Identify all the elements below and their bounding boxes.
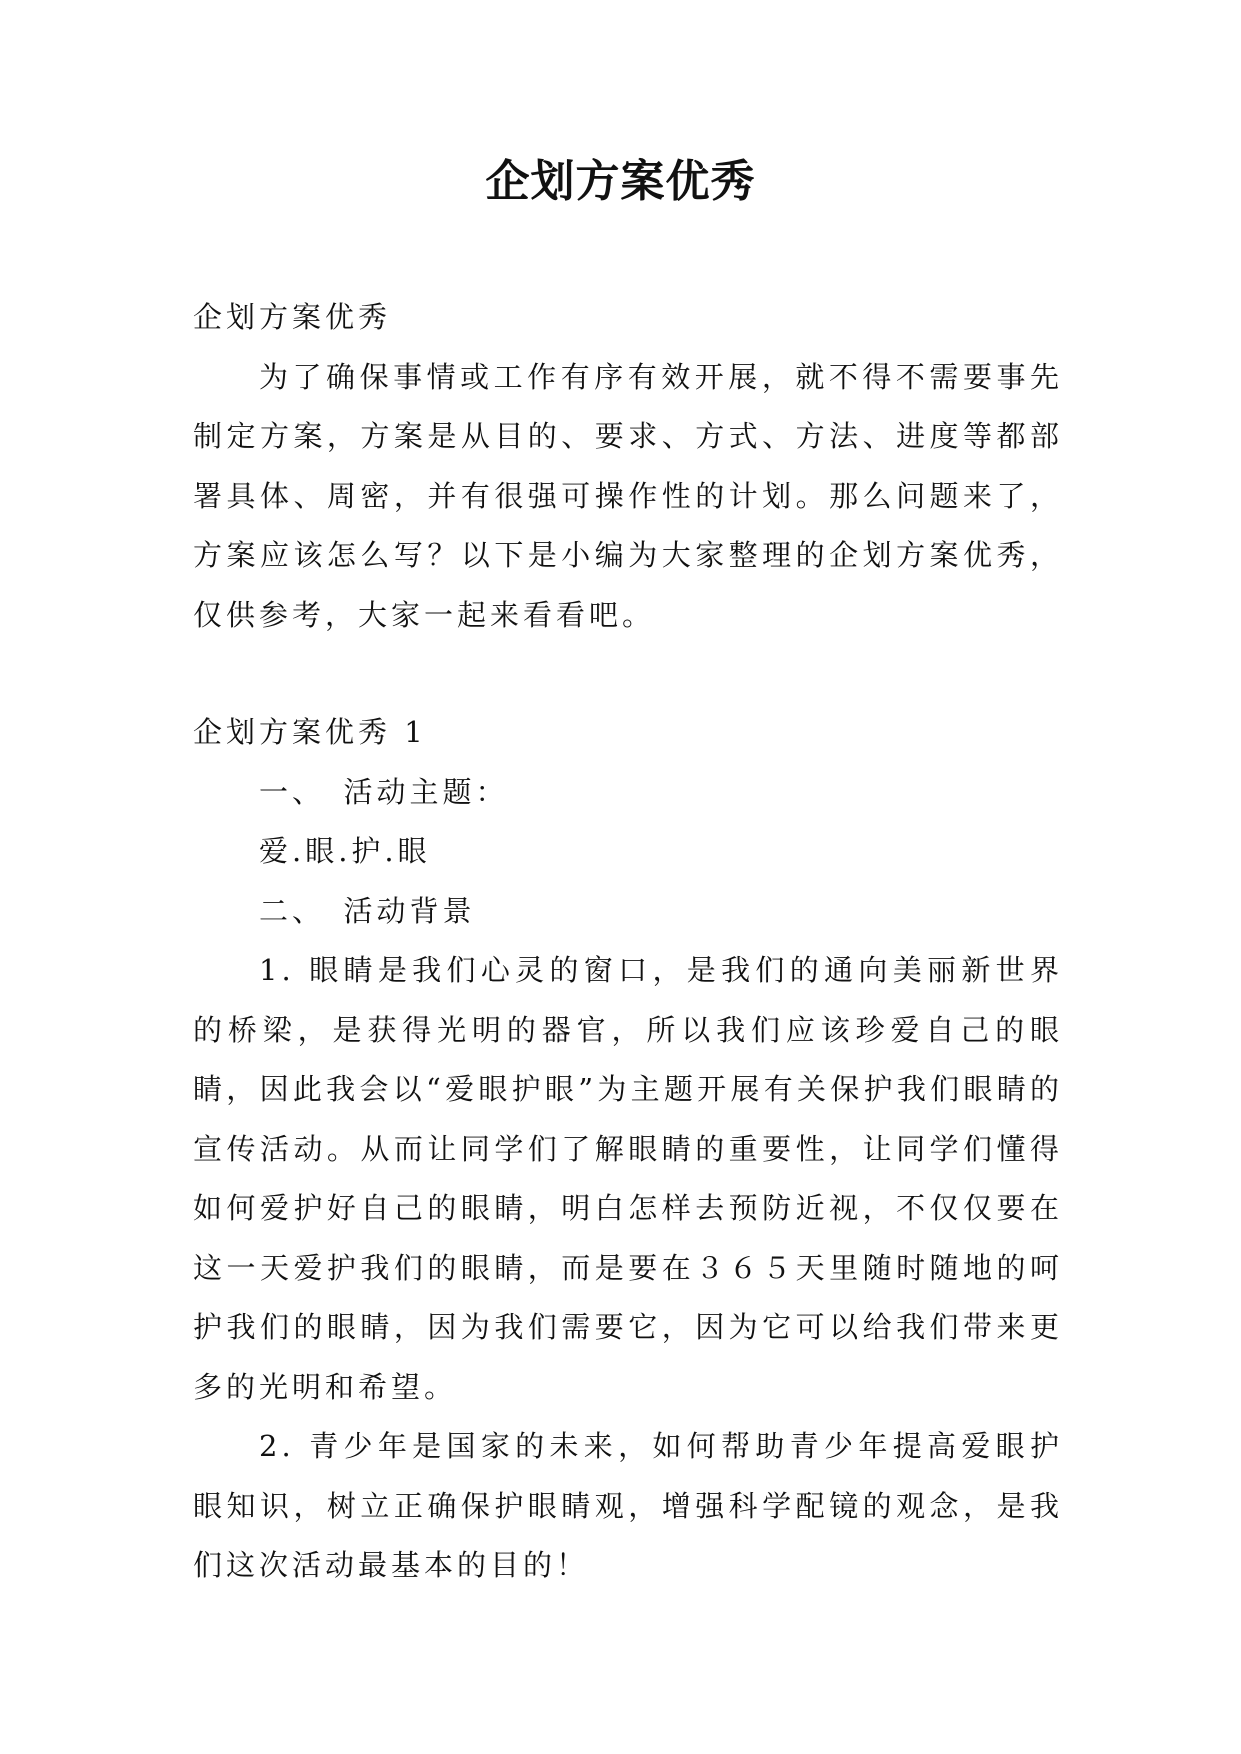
item1-heading: 一、 活动主题： bbox=[259, 774, 509, 809]
document-body bbox=[193, 288, 1063, 1596]
section-heading: 企划方案优秀 1 bbox=[193, 715, 427, 749]
item2-heading: 二、 活动背景 bbox=[259, 893, 476, 928]
background-paragraph-1: 1. 眼睛是我们心灵的窗口，是我们的通向美丽新世界的桥梁，是获得光明的器官，所以我们应该珍爱自己的眼睛，因此我会以“爱眼护眼”为主题开展有关保护我们眼睛的宣传活动。从而让同学们了解眼睛的重要性，让同学们懂得如何爱护好自己的眼睛，明白怎样去预防近视，不仅仅要在这一天爱护我们的眼睛，而是要在３６５天里随时随地的呵护我们的眼睛，因为我们需要它，因为它可以给我们带来更多的光明和希望。 bbox=[193, 953, 1063, 1404]
item1-text: 爱.眼.护.眼 bbox=[259, 834, 431, 868]
intro-paragraph: 为了确保事情或工作有序有效开展，就不得不需要事先制定方案，方案是从目的、要求、方式、方法、进度等都部署具体、周密，并有很强可操作性的计划。那么问题来了，方案应该怎么写？以下是小编为大家整理的企划方案优秀，仅供参考，大家一起来看看吧。 bbox=[193, 359, 1063, 632]
background-paragraph-2: 2. 青少年是国家的未来，如何帮助青少年提高爱眼护眼知识，树立正确保护眼睛观，增强科学配镜的观念，是我们这次活动最基本的目的！ bbox=[193, 1429, 1063, 1582]
document-subtitle: 企划方案优秀 bbox=[193, 300, 392, 334]
document-title: 企划方案优秀 bbox=[485, 156, 756, 207]
section-spacer bbox=[193, 645, 1063, 703]
